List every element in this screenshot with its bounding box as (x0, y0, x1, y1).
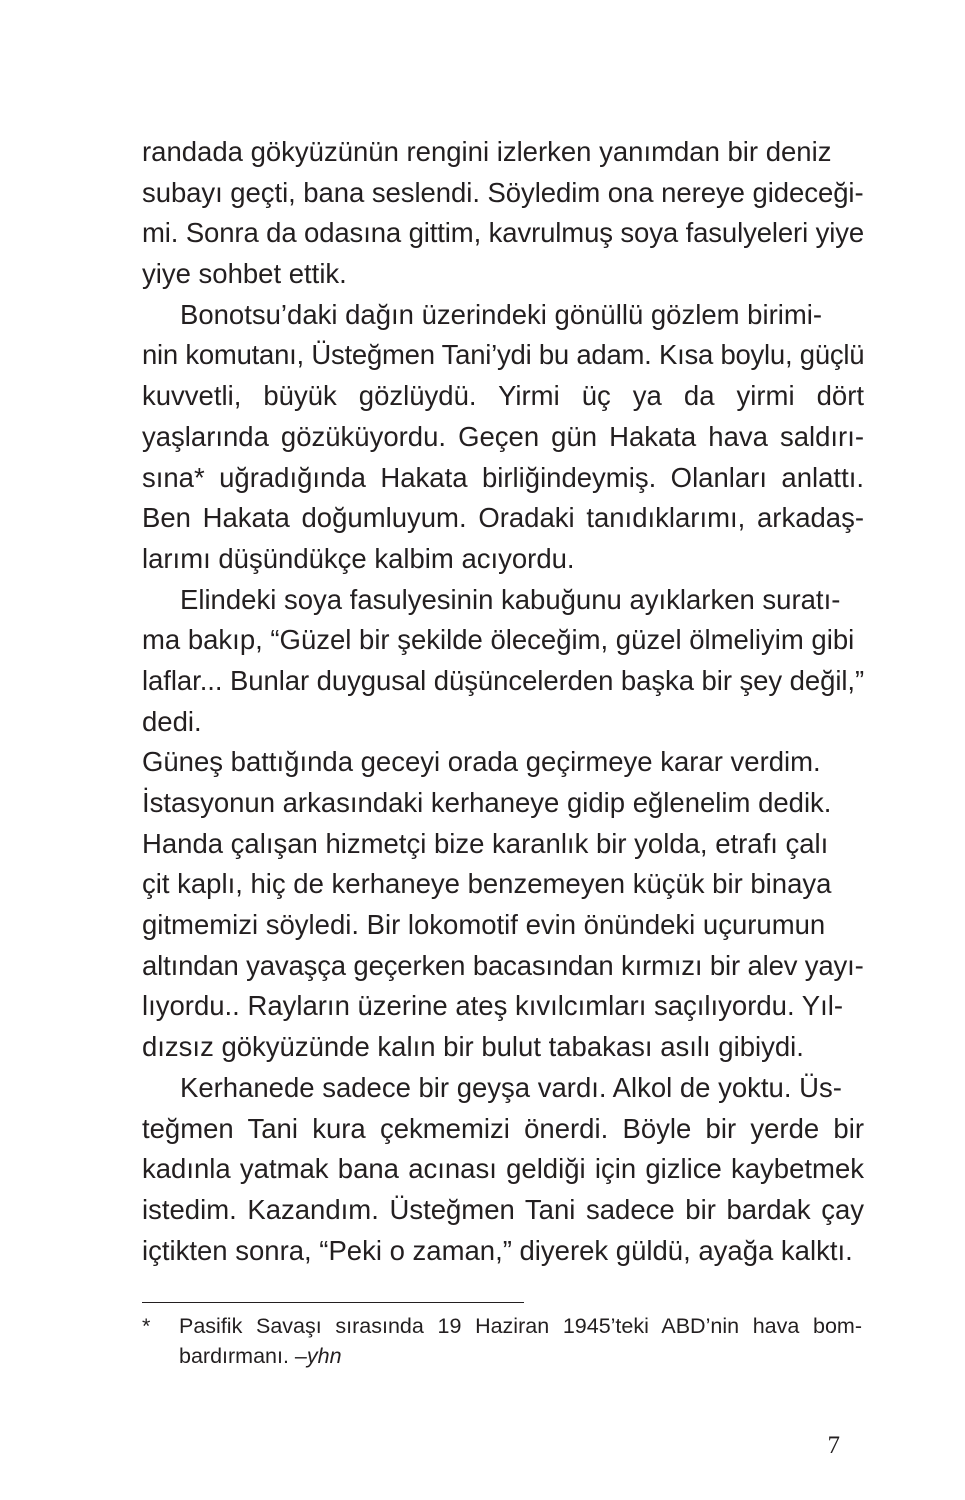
footnote-text: bardırmanı. – (179, 1344, 307, 1368)
text-line: mi. Sonra da odasına gittim, kavrulmuş soya fasulyeleri yiye (142, 217, 865, 249)
page-number: 7 (827, 1432, 840, 1459)
text-line: dızsız gökyüzünde kalın bir bulut tabakası asılı gibiydi. (142, 1031, 804, 1063)
text-line: Elindeki soya fasulyesinin kabuğunu ayıklarken suratı- (180, 583, 841, 615)
text-line: yiye sohbet ettik. (142, 258, 347, 290)
text-line: çit kaplı, hiç de kerhaneye benzemeyen küçük bir binaya (142, 868, 832, 900)
text-line: gitmemizi söyledi. Bir lokomotif evin önündeki uçurumun (142, 909, 826, 941)
text-line: Handa çalışan hizmetçi bize karanlık bir yolda, etrafı çalı (142, 827, 829, 859)
text-line: kuvvetli, büyük gözlüydü. Yirmi üç ya da yirmi dört (142, 380, 864, 412)
footnote-line (179, 1341, 862, 1371)
text-line: laflar... Bunlar duygusal düşüncelerden başka bir şey değil,” (142, 664, 865, 696)
text-line: altından yavaşça geçerken bacasından kırmızı bir alev yayı- (142, 949, 864, 981)
text-line: subayı geçti, bana seslendi. Söyledim ona nereye gideceği- (142, 176, 864, 208)
text-line: İstasyonun arkasındaki kerhaneye gidip eğlenelim dedik. (142, 787, 832, 818)
text-line: larımı düşündükçe kalbim acıyordu. (142, 542, 575, 574)
text-line: Güneş battığında geceyi orada geçirmeye karar verdim. (142, 746, 821, 778)
text-line: nin komutanı, Üsteğmen Tani’ydi bu adam. Kısa boylu, güçlü (142, 339, 865, 371)
text-line: içtikten sonra, “Peki o zaman,” diyerek güldü, ayağa kalktı. (142, 1234, 853, 1266)
text-line: dedi. (142, 705, 202, 737)
text-line: Bonotsu’daki dağın üzerindeki gönüllü gözlem birimi- (180, 298, 823, 330)
text-line: Ben Hakata doğumluyum. Oradaki tanıdıklarımı, arkadaş- (142, 502, 864, 534)
text-line: kadınla yatmak bana acınası geldiği için gizlice kaybetmek (142, 1153, 864, 1185)
text-line: ma bakıp, “Güzel bir şekilde öleceğim, güzel ölmeliyim gibi (142, 624, 855, 656)
text-line: Kerhanede sadece bir geyşa vardı. Alkol de yoktu. Üs- (180, 1071, 842, 1103)
translator-initials: yhn (306, 1344, 342, 1368)
text-line: teğmen Tani kura çekmemizi önerdi. Böyle bir yerde bir (142, 1112, 864, 1144)
text-line: randada gökyüzünün rengini izlerken yanımdan bir deniz (142, 136, 832, 167)
footnote (142, 1311, 862, 1371)
footnote-marker: * (142, 1314, 151, 1338)
text-line: sına* uğradığında Hakata birliğindeymiş. Olanları anlattı. (142, 461, 864, 493)
body-text (142, 132, 864, 1271)
text-line: istedim. Kazandım. Üsteğmen Tani sadece bir bardak çay (142, 1193, 864, 1225)
text-line: yaşlarında gözüküyordu. Geçen gün Hakata hava saldırı- (142, 420, 864, 452)
footnote-divider (142, 1302, 524, 1303)
footnote-line: Pasifik Savaşı sırasında 19 Haziran 1945’teki ABD’nin hava bom- (179, 1314, 862, 1338)
text-line: lıyordu.. Rayların üzerine ateş kıvılcımları saçılıyordu. Yıl- (142, 990, 843, 1022)
